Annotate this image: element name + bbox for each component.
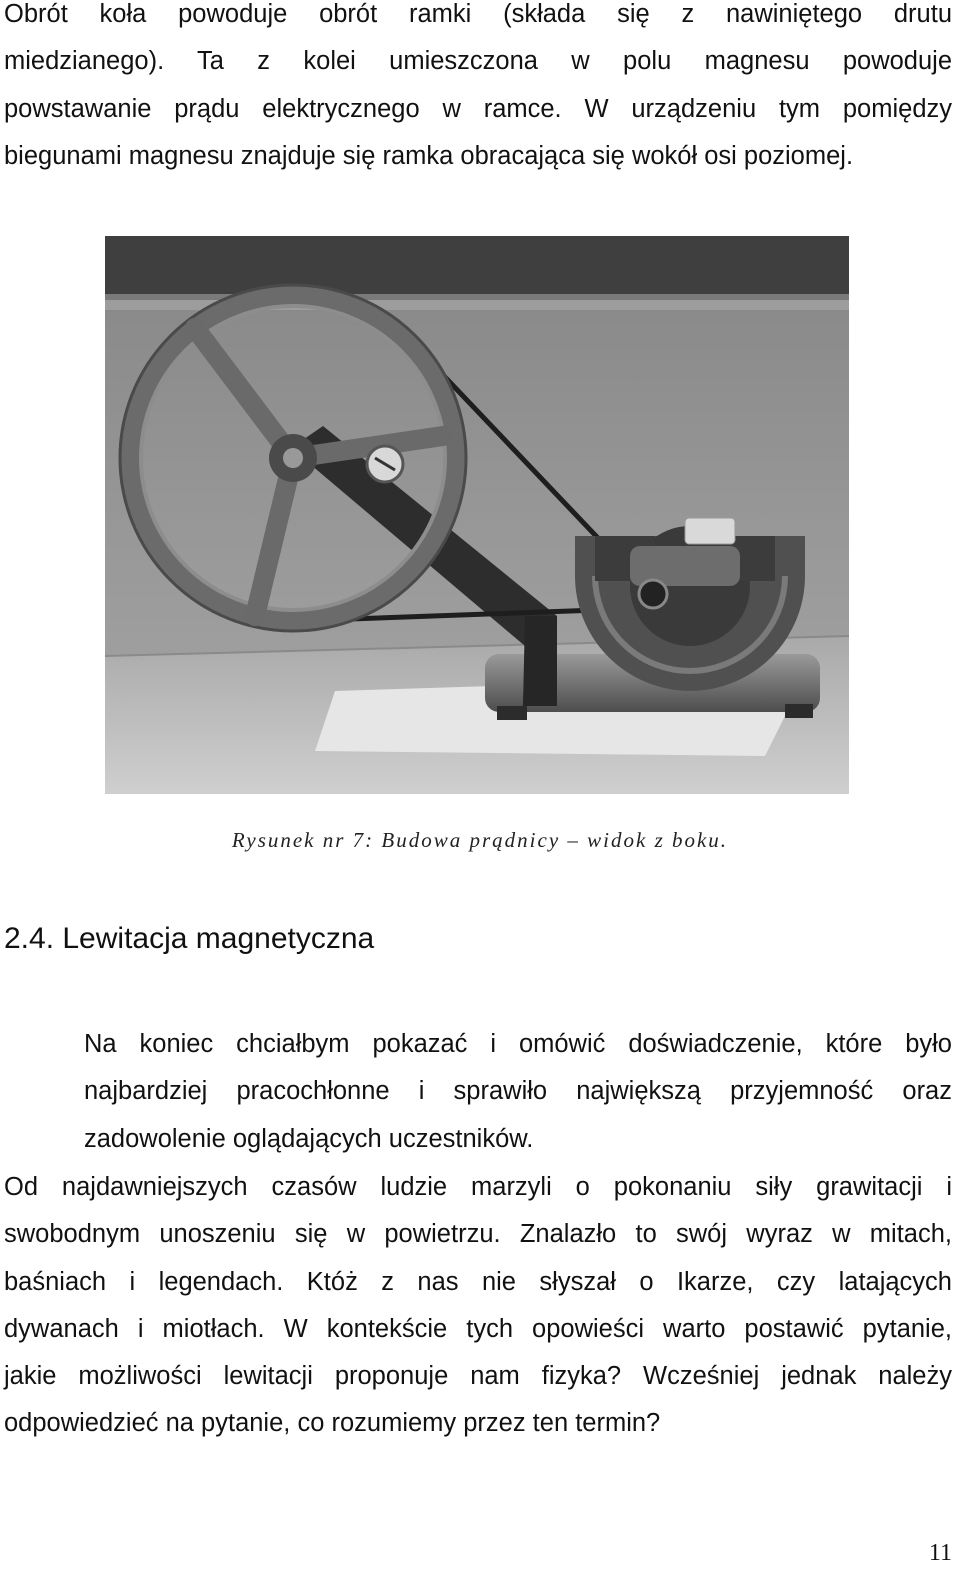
figure-caption: Rysunek nr 7: Budowa prądnicy – widok z boku.	[231, 828, 729, 852]
text-line: biegunami magnesu znajduje się ramka obracająca się wokół osi poziomej.	[4, 141, 854, 170]
text-line: zadowolenie oglądających uczestników.	[84, 1124, 534, 1153]
text-line: baśniach i legendach. Któż z nas nie słyszał o Ikarze, czy latających	[4, 1267, 952, 1296]
page-number: 11	[928, 1540, 952, 1566]
text-line: dywanach i miotłach. W kontekście tych opowieści warto postawić pytanie,	[4, 1314, 952, 1343]
text-line: Obrót koła powoduje obrót ramki (składa się z nawiniętego drutu	[4, 0, 952, 28]
text-line: odpowiedzieć na pytanie, co rozumiemy przez ten termin?	[4, 1409, 661, 1438]
section-heading: 2.4. Lewitacja magnetyczna	[4, 922, 375, 955]
text-line: miedzianego). Ta z kolei umieszczona w polu magnesu powoduje	[4, 47, 952, 76]
paragraph-levitation	[4, 1164, 952, 1448]
paragraph-intro	[4, 1021, 952, 1163]
paragraph-generator-description	[4, 0, 952, 180]
text-line: Od najdawniejszych czasów ludzie marzyli o pokonaniu siły grawitacji i	[4, 1173, 952, 1201]
generator-photo	[105, 236, 849, 794]
text-line: Na koniec chciałbym pokazać i omówić doświadczenie, które było	[84, 1030, 952, 1058]
text-line: jakie możliwości lewitacji proponuje nam fizyka? Wcześniej jednak należy	[4, 1362, 952, 1391]
text-line: powstawanie prądu elektrycznego w ramce. W urządzeniu tym pomiędzy	[4, 94, 952, 123]
text-line: swobodnym unoszeniu się w powietrzu. Znalazło to swój wyraz w mitach,	[4, 1220, 952, 1249]
text-line: najbardziej pracochłonne i sprawiło największą przyjemność oraz	[84, 1077, 952, 1106]
